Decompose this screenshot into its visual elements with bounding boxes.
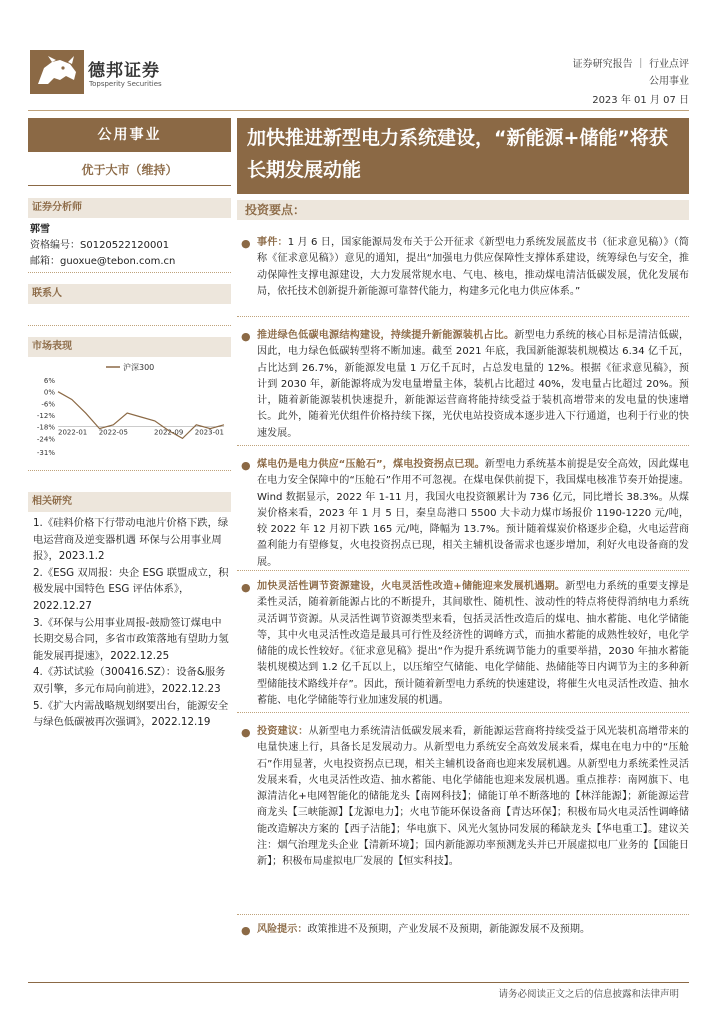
point-lead: 事件：	[257, 237, 288, 248]
market-heading: 市场表现	[28, 337, 231, 357]
point-text: 新型电力系统基本前提是安全高效，因此煤电在电力安全保障中的“压舱石”作用不可忽视。在煤电保供前提下，我国煤电核准节奏开始提速。Wind 数据显示，2022 年 1-11 月，我国火电投资额累计为 736 亿元，同比增长 38.3%。从煤炭价格来看，2023 年 1 月 5 日，秦皇岛港口 5500 大卡动力煤市场报价 1190-1220 元/吨，较 2022 年 12 月初下跌 165 元/吨，降幅为 13.7%。预计随着煤炭价格逐步企稳，火电运营商盈利能力有望修复，火电投资拐点已现，相关主辅机设备需求也逐步增加，利好火电设备商的发展。	[257, 459, 689, 568]
market-performance-chart	[28, 358, 231, 458]
y-tick-label: 6%	[43, 377, 55, 385]
y-tick-label: -31%	[36, 449, 55, 457]
rating-label: 优于大市（维持）	[81, 163, 178, 177]
report-date: 2023 年 01 月 07 日	[592, 95, 689, 106]
point-text: 从新型电力系统清洁低碳发展来看，新能源运营商将持续受益于风光装机高增带来的电量快速上行，具备长足发展动力。从新型电力系统安全高效发展来看，煤电在电力中的“压舱石”作用显著，火电投资拐点已现，相关主辅机设备商也迎来发展机遇。从新型电力系统柔性灵活发展来看，火电灵活性改造、抽水蓄能、电化学储能也迎来发展机遇。重点推荐：南网旗下、电源清洁化+电网智能化的储能龙头【南网科技】；储能订单不断落地的【林洋能源】；新能源运营商龙头【三峡能源】【龙源电力】；火电节能环保设备商【青达环保】；积极布局火电灵活性调峰储能改造解决方案的【西子洁能】；华电旗下、风光火氢协同发展的稀缺龙头【华电重工】。建议关注：烟气治理龙头企业【清新环境】；国内新能源功率预测龙头并已开展虚拟电厂业务的【国能日新】；积极布局虚拟电厂发展的【恒实科技】。	[257, 726, 689, 868]
company-logo	[30, 50, 190, 94]
y-tick-label: -24%	[36, 435, 55, 444]
point-investment-advice	[237, 724, 689, 871]
footer-divider	[28, 982, 689, 983]
header-divider	[28, 110, 689, 111]
point-text: 新型电力系统的核心目标是清洁低碳，因此，电力绿色低碳转型将不断加速。截至 2021 年底，我国新能源装机规模达 6.34 亿千瓦，占比达到 26.7%，新能源发电量 1 万亿千瓦时，占总发电量的 12%。根据《征求意见稿》，预计到 2030 年，新能源将成为发电量增量主体，装机占比超过 40%，发电量占比超过 20%。预计，随着新能源装机快速提升，新能源运营商将能持续受益于装机高增带来的发电量的快速增长。此外，随着光伏组件价格持续下探，光伏电站投资成本逐步进入下行通道，也利于行业的快速发展。	[257, 330, 690, 439]
point-lead: 加快灵活性调节资源建设，火电灵活性改造+储能迎来发展机遇期。	[257, 581, 566, 592]
bull-logo-icon	[30, 50, 84, 94]
report-title: 加快推进新型电力系统建设，“新能源+储能”将获长期发展动能	[237, 118, 689, 194]
chart-legend	[106, 362, 154, 372]
point-lead: 煤电仍是电力供应“压舱石”，煤电投资拐点已现。	[257, 459, 485, 470]
chart-x-axis	[58, 427, 224, 437]
point-divider	[237, 445, 689, 446]
bullet-icon: ●	[241, 237, 251, 250]
point-risk	[237, 922, 689, 938]
sector-label: 公用事业	[28, 118, 231, 152]
point-flexibility	[237, 579, 689, 709]
point-lead: 风险提示：	[257, 924, 308, 935]
analyst-name: 郭雪	[30, 224, 50, 235]
x-tick-label: 2022-01	[58, 428, 88, 437]
related-report-item[interactable]: 3.《环保与公用事业周报-鼓励签订煤电中长期交易合同，多省市政策落地有望助力氢能发展再提速》，2022.12.25	[33, 616, 229, 662]
y-tick-label: 0%	[43, 388, 55, 397]
point-text: 新型电力系统的重要支撑是柔性灵活，随着新能源占比的不断提升，其间歇性、随机性、波动性的特点将使得消纳电力系统灵活调节资源。从灵活性调节资源类型来看，包括灵活性改造后的煤电、抽水蓄能、电化学储能等，其中火电灵活性改造是最具可行性及经济性的调峰方式，而抽水蓄能的成熟性较好，电化学储能的成长性较好。《征求意见稿》提出“作为提升系统调节能力的重要举措，2030 年抽水蓄能装机规模达到 1.2 亿千瓦以上，以压缩空气储能、电化学储能、热储能等日内调节为主的多种新型储能技术路线并存”。因此，预计随着新型电力系统的快速建设，将催生火电灵活性改造、抽水蓄能、电化学储能等行业加速发展的机遇。	[257, 581, 689, 707]
bullet-icon: ●	[241, 459, 251, 472]
y-tick-label: -12%	[36, 412, 55, 421]
analyst-license: 资格编号：S0120522120001	[30, 240, 170, 251]
contact-heading: 联系人	[28, 284, 231, 304]
x-tick-label: 2022-09	[154, 428, 184, 437]
analyst-divider	[28, 272, 231, 273]
contact-divider	[28, 325, 231, 326]
report-industry: 公用事业	[649, 76, 689, 87]
point-divider	[237, 570, 689, 571]
point-text: 政策推进不及预期，产业发展不及预期，新能源发展不及预期。	[307, 924, 591, 935]
analyst-email: 邮箱：guoxue@tebon.com.cn	[30, 256, 176, 267]
legend-label: 沪深300	[123, 363, 155, 372]
related-report-item[interactable]: 1.《硅料价格下行带动电池片价格下跌，绿电运营商及逆变器机遇 环保与公用事业周报》，2023.1.2	[33, 517, 229, 563]
point-divider	[237, 914, 689, 915]
related-report-item[interactable]: 2.《ESG 双周报：央企 ESG 联盟成立，积极发展中国特色 ESG 评估体系》，2022.12.27	[33, 566, 229, 612]
point-event	[237, 235, 689, 300]
bullet-icon: ●	[241, 726, 251, 739]
related-report-item[interactable]: 4.《苏试试验（300416.SZ）：设备&服务双引擎，多元布局向前进》，2022.12.23	[33, 666, 226, 695]
investment-points-heading: 投资要点：	[237, 200, 689, 220]
company-name-en: Topsperity Securities	[89, 80, 162, 88]
x-tick-label: 2023-01	[194, 428, 224, 437]
point-coal-power	[237, 457, 689, 571]
bullet-icon: ●	[241, 581, 251, 594]
chart-y-axis	[37, 377, 55, 457]
y-tick-label: -6%	[41, 400, 55, 409]
point-lead: 投资建议：	[257, 726, 309, 737]
point-text: 1 月 6 日，国家能源局发布关于公开征求《新型电力系统发展蓝皮书（征求意见稿）》（简称《征求意见稿》）意见的通知，提出“加强电力供应保障性支撑体系建设，统筹绿色与安全，推动保障性支撑电源建设，大力发展常规水电、气电、核电，推动煤电清洁低碳发展，优化发展布局，依托技术创新提升新能源可靠替代能力，构建多元化电力供应体系。”	[257, 237, 689, 297]
point-lead: 推进绿色低碳电源结构建设，持续提升新能源装机占比。	[257, 330, 515, 341]
market-divider	[28, 470, 231, 471]
footer-disclaimer: 请务必阅读正文之后的信息披露和法律声明	[498, 989, 679, 1000]
bullet-icon: ●	[241, 330, 251, 343]
point-divider	[237, 712, 689, 713]
report-type: 证券研究报告 ｜ 行业点评	[572, 59, 689, 70]
point-green-power	[237, 328, 689, 442]
related-reports-list	[33, 515, 231, 731]
rating-divider	[28, 185, 231, 186]
point-divider	[237, 316, 689, 317]
related-heading: 相关研究	[28, 492, 231, 512]
company-name-cn: 德邦证券	[88, 61, 160, 81]
y-tick-label: -18%	[36, 423, 55, 432]
bullet-icon: ●	[241, 924, 251, 937]
analyst-heading: 证券分析师	[28, 198, 231, 218]
x-tick-label: 2022-05	[98, 428, 128, 437]
related-report-item[interactable]: 5.《扩大内需战略规划纲要出台，能源安全与绿色低碳被再次强调》，2022.12.19	[33, 699, 229, 729]
